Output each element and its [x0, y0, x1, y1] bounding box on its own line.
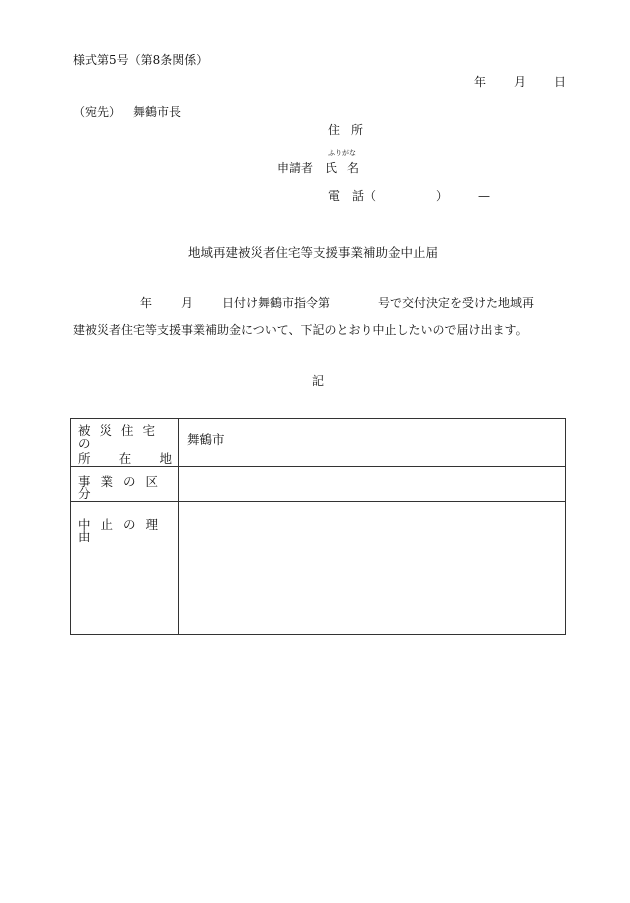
project-type-value-cell[interactable]: [179, 466, 566, 501]
addressee-name: 舞鶴市長: [133, 105, 182, 119]
document-title: 地域再建被災者住宅等支援事業補助金中止届: [188, 245, 439, 260]
cancellation-reason-label: 中止の理由: [78, 516, 169, 544]
applicant-name-label: 氏名: [325, 161, 370, 175]
body-dated-text: 日付け舞鶴市指令第: [222, 296, 331, 310]
location-label-char: 在: [118, 451, 132, 466]
applicant-label: 申請者: [277, 161, 314, 175]
location-label-char: 地: [159, 451, 172, 466]
addressee: [73, 106, 181, 118]
project-type-label-cell: [71, 466, 179, 501]
date-year-label: 年: [474, 75, 487, 89]
addressee-label: （宛先）: [73, 105, 122, 119]
location-label-cell: [71, 419, 179, 467]
body-text-line-2: 建被災者住宅等支援事業補助金について、下記のとおり中止したいので届け出ます。: [73, 323, 528, 337]
table-row: [71, 501, 566, 634]
location-label-line-2: [78, 453, 178, 466]
submission-date: [474, 76, 566, 88]
details-table: [70, 418, 566, 635]
location-value: 舞鶴市: [187, 432, 225, 447]
cancellation-reason-value-cell[interactable]: [179, 501, 566, 634]
body-month-label: 月: [181, 296, 194, 310]
cancellation-reason-label-cell: [71, 501, 179, 634]
table-row: [71, 466, 566, 501]
name-furigana: ふりがな: [328, 149, 356, 157]
ki-heading: 記: [312, 374, 325, 388]
body-text-line-1: [140, 297, 534, 309]
body-year-label: 年: [140, 296, 153, 310]
form-number: 様式第5号（第8条関係）: [73, 53, 209, 67]
applicant-phone-label: 電 話（ ） —: [328, 189, 491, 203]
location-label-char: 所: [78, 451, 91, 466]
table-row: [71, 419, 566, 467]
date-month-label: 月: [514, 75, 527, 89]
date-day-label: 日: [554, 75, 567, 89]
applicant-address-label: 住所: [328, 123, 375, 137]
location-label-line-1: 被災住宅の: [78, 423, 165, 451]
location-value-cell[interactable]: [179, 419, 566, 467]
project-type-label: 事業の区分: [78, 473, 169, 501]
body-decision-text: 号で交付決定を受けた地域再: [378, 296, 535, 310]
